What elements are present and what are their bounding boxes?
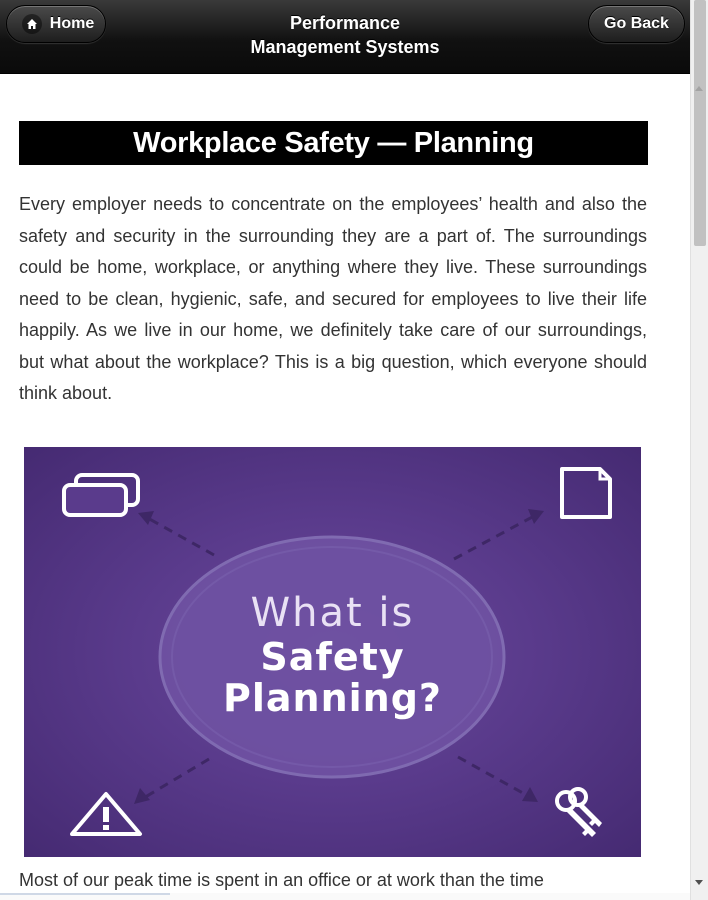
document-icon [552, 465, 616, 521]
home-icon [22, 14, 42, 34]
app-header [0, 0, 690, 74]
header-title [200, 11, 490, 59]
image-text-line2: Safety [260, 635, 405, 679]
go-back-button[interactable] [588, 5, 685, 43]
home-button[interactable] [6, 5, 106, 43]
go-back-button-label: Go Back [604, 15, 669, 32]
article-paragraph: Every employer needs to concentrate on the employees’ health and also the safety and security in the surrounding they are a part of. The surroundings could be home, workplace, or anything where they live. These surroundings need to be clean, hygienic, safe, and secured for employees to live their life happily. As we live in our home, we definitely take care of our surroundings, but what about the workplace? This is a big question, which everyone should think about. [19, 194, 647, 403]
article-title: Workplace Safety — Planning [19, 121, 648, 165]
article-content [0, 75, 690, 900]
warning-icon [68, 790, 144, 838]
scroll-up-arrow-icon[interactable] [695, 86, 703, 91]
cards-icon [58, 471, 144, 519]
header-title-line1: Performance [289, 13, 401, 33]
bottom-edge [0, 893, 690, 900]
vertical-scrollbar[interactable] [690, 0, 708, 900]
home-button-label: Home [49, 15, 95, 32]
scrollbar-thumb[interactable] [694, 0, 706, 246]
safety-planning-image [24, 447, 641, 857]
header-title-line2: Management Systems [250, 37, 440, 57]
image-text-line1: What is [250, 590, 415, 636]
article-paragraph: Most of our peak time is spent in an office or at work than the time [19, 870, 544, 890]
scroll-down-arrow-icon[interactable] [695, 880, 703, 885]
image-text-line3: Planning? [223, 676, 442, 720]
keys-icon [552, 787, 610, 845]
